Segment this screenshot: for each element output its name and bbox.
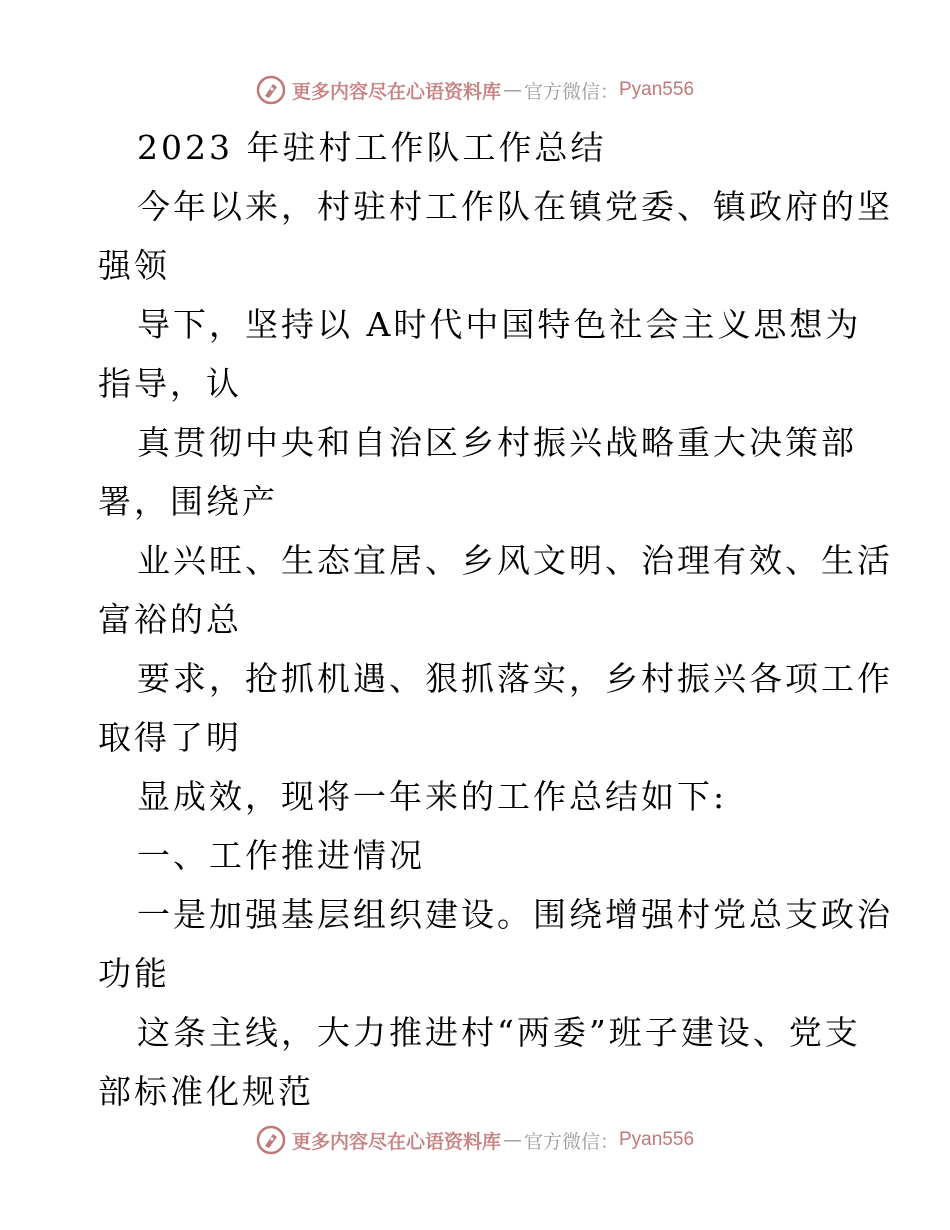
watermark-dash: — <box>502 1129 522 1151</box>
watermark-contact-label: 官方微信： <box>523 1130 619 1153</box>
section-heading: 一、工作推进情况 <box>137 836 425 875</box>
header-watermark <box>0 70 950 110</box>
paragraph-line: 真贯彻中央和自治区乡村振兴战略重大决策部 <box>137 423 857 462</box>
paragraph-line: 部标准化规范 <box>98 1072 314 1111</box>
watermark-brand: 更多内容尽在心语资料库 <box>291 80 501 103</box>
paragraph-line: 导下，坚持以 A时代中国特色社会主义思想为 <box>137 305 862 344</box>
paragraph-line: 要求，抢抓机遇、狠抓落实，乡村振兴各项工作 <box>137 659 893 698</box>
paragraph-line: 指导，认 <box>98 364 242 403</box>
paragraph-line: 强领 <box>98 246 170 285</box>
watermark-wechat-id: Pyan556 <box>619 79 695 100</box>
document-title: 2023 年驻村工作队工作总结 <box>137 128 607 167</box>
watermark-dash: — <box>502 79 522 101</box>
paragraph-line: 业兴旺、生态宜居、乡风文明、治理有效、生活 <box>137 541 893 580</box>
paragraph-line: 显成效，现将一年来的工作总结如下: <box>137 777 728 816</box>
paragraph-line: 功能 <box>98 954 170 993</box>
paragraph-line: 富裕的总 <box>98 600 242 639</box>
footer-watermark <box>0 1120 950 1160</box>
paragraph-line: 署，围绕产 <box>98 482 278 521</box>
pen-nib-logo-icon <box>256 75 286 105</box>
paragraph-line: 取得了明 <box>98 718 242 757</box>
paragraph-line: 这条主线，大力推进村“两委”班子建设、党支 <box>137 1013 861 1052</box>
pen-nib-logo-icon <box>256 1125 286 1155</box>
paragraph-line: 今年以来，村驻村工作队在镇党委、镇政府的坚 <box>137 187 893 226</box>
document-body <box>0 118 950 1121</box>
watermark-wechat-id: Pyan556 <box>619 1129 695 1150</box>
watermark-contact-label: 官方微信： <box>523 80 619 103</box>
paragraph-line: 一是加强基层组织建设。围绕增强村党总支政治 <box>137 895 893 934</box>
watermark-brand: 更多内容尽在心语资料库 <box>291 1130 501 1153</box>
